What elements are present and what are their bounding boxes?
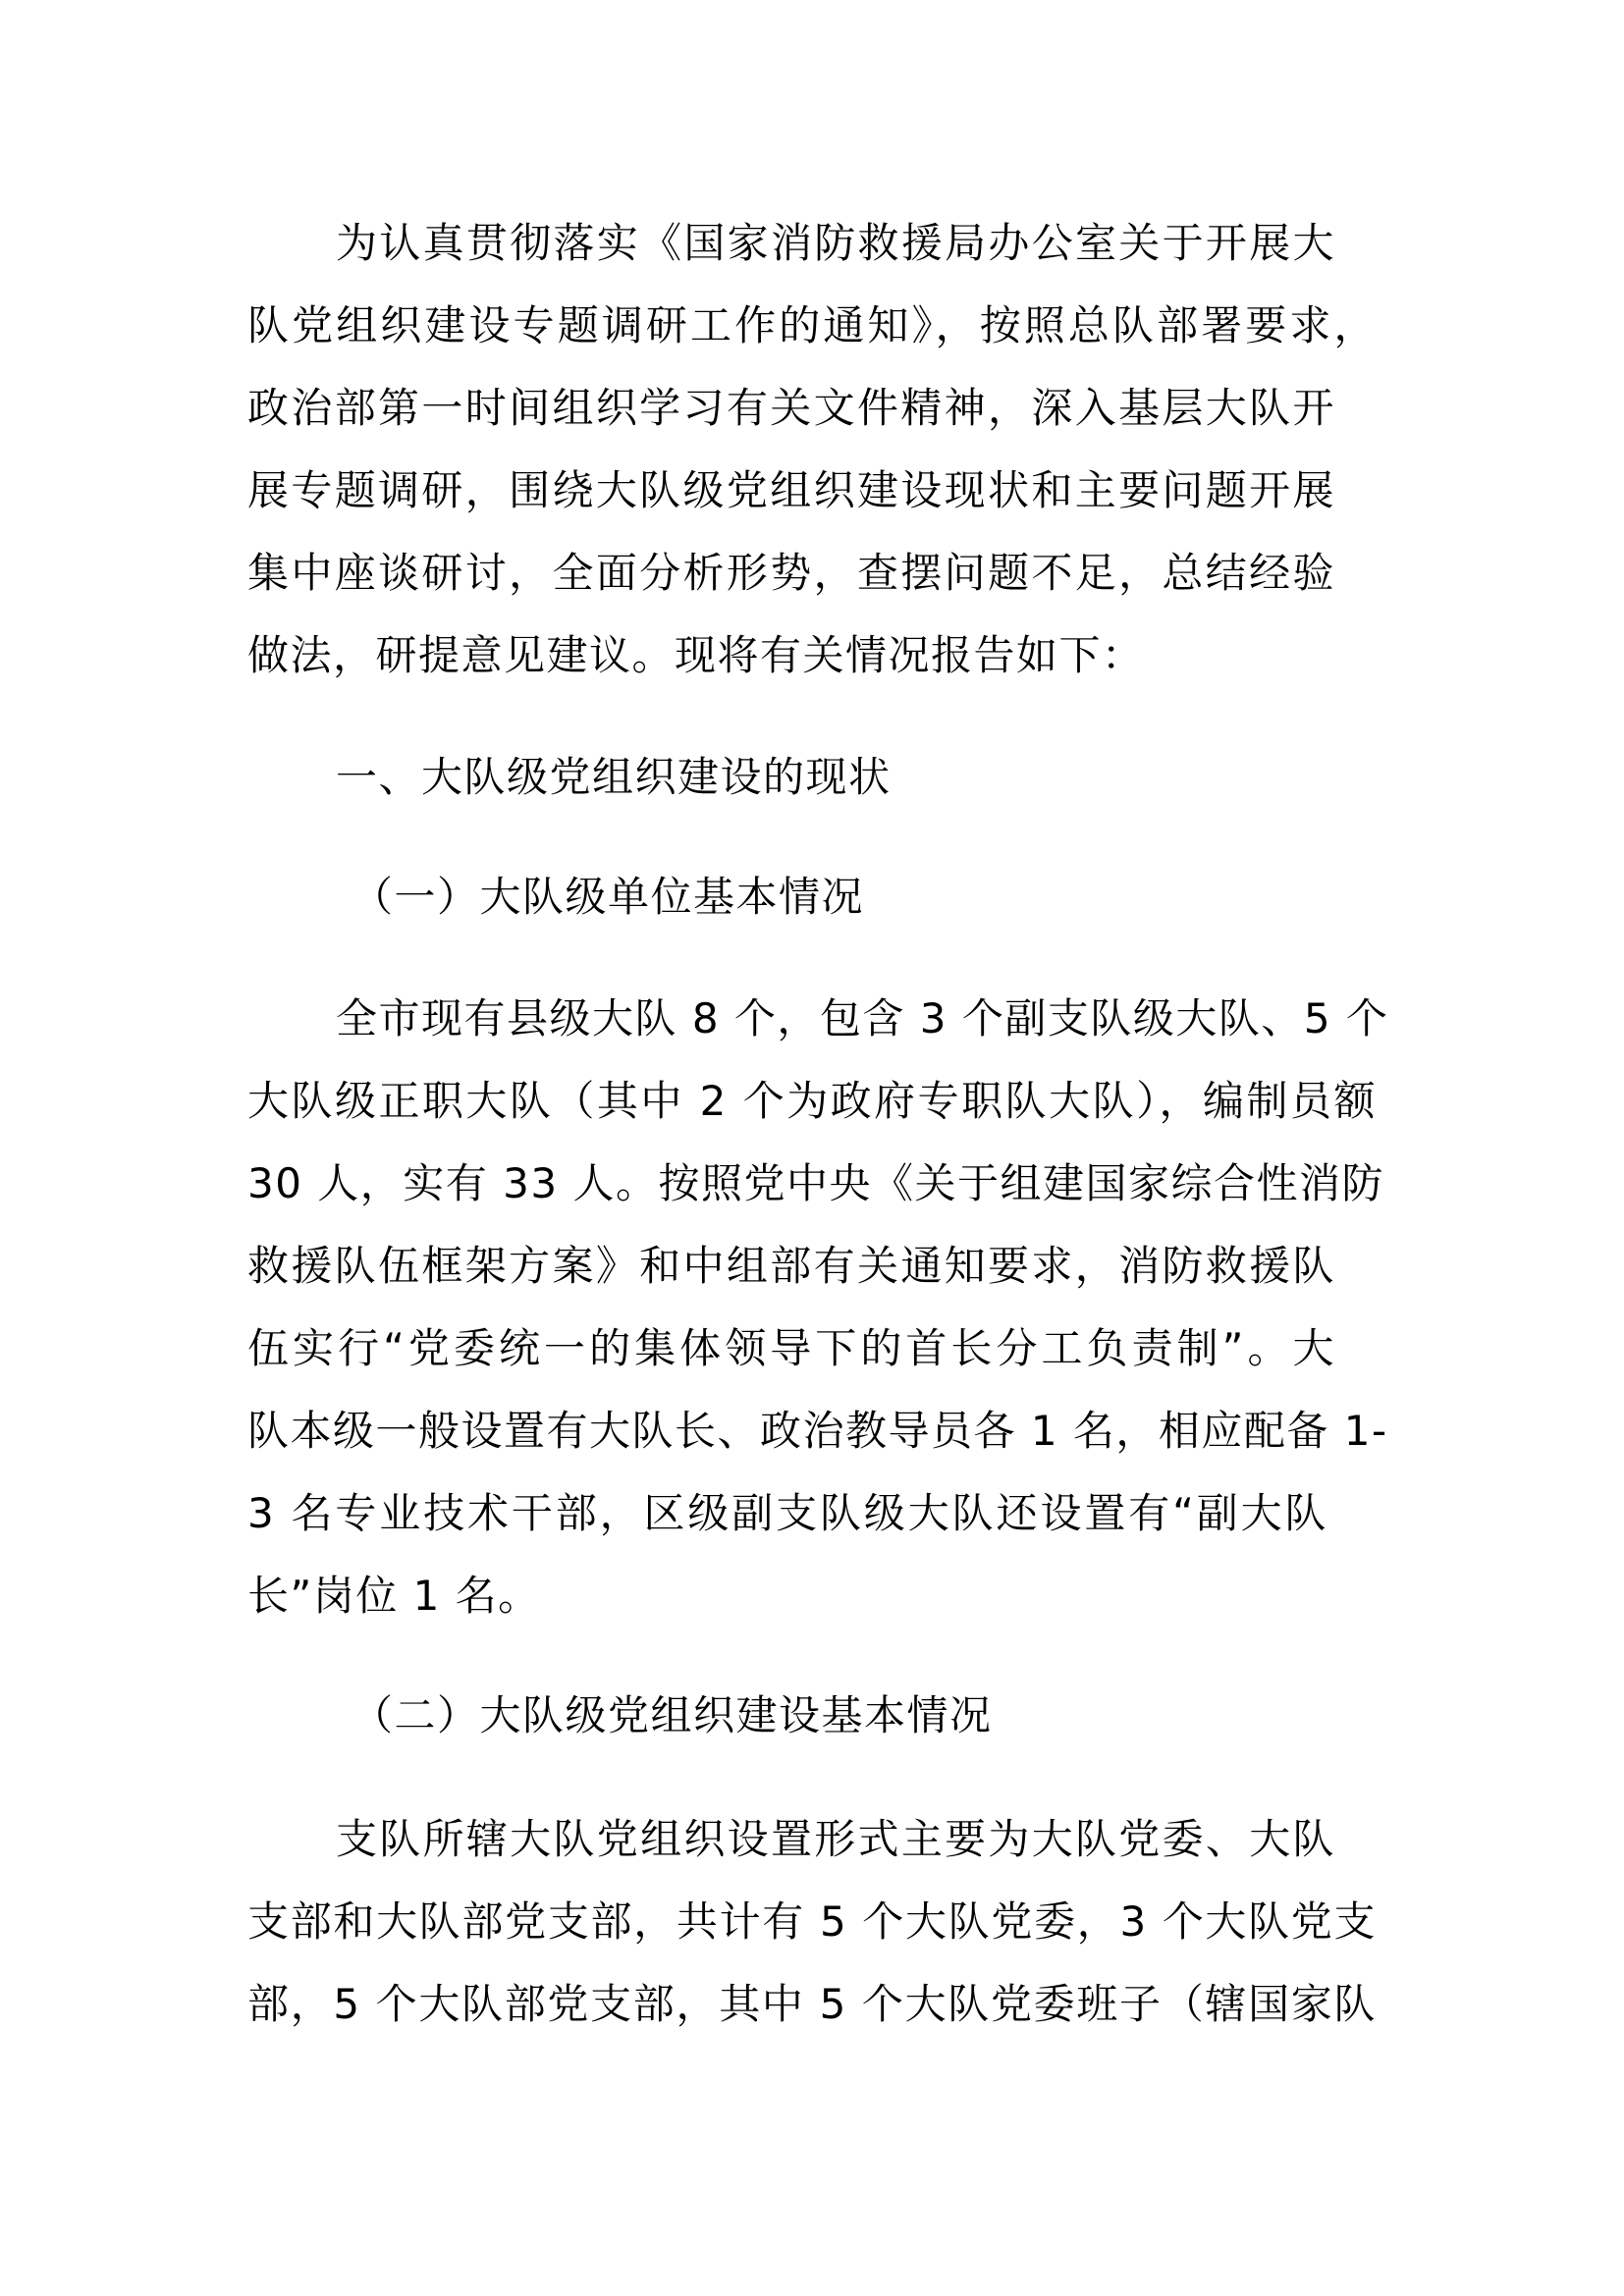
body-paragraph-line: 全市现有县级大队 8 个，包含 3 个副支队级大队、5 个 <box>336 994 1389 1042</box>
body-paragraph-line: 支队所辖大队党组织设置形式主要为大队党委、大队 <box>336 1815 1335 1863</box>
body-paragraph-line: 部，5 个大队部党支部，其中 5 个大队党委班子（辖国家队 <box>247 1980 1377 2028</box>
intro-paragraph-line: 做法，研提意见建议。现将有关情况报告如下： <box>247 631 1145 679</box>
body-paragraph-line: 3 名专业技术干部，区级副支队级大队还设置有“副大队 <box>247 1489 1327 1537</box>
body-paragraph-line: 长”岗位 1 名。 <box>247 1572 541 1620</box>
intro-paragraph-line: 政治部第一时间组织学习有关文件精神，深入基层大队开 <box>247 384 1335 432</box>
body-paragraph-line: 大队级正职大队（其中 2 个为政府专职队大队），编制员额 <box>247 1077 1377 1125</box>
intro-paragraph-line: 集中座谈研讨，全面分析形势，查摆问题不足，总结经验 <box>247 549 1335 597</box>
body-paragraph-line: 队本级一般设置有大队长、政治教导员各 1 名，相应配备 1- <box>247 1407 1388 1455</box>
section-heading: 一、大队级党组织建设的现状 <box>336 753 892 801</box>
intro-paragraph-line: 展专题调研，围绕大队级党组织建设现状和主要问题开展 <box>247 466 1335 514</box>
body-paragraph-line: 支部和大队部党支部，共计有 5 个大队党委，3 个大队党支 <box>247 1897 1377 1946</box>
body-paragraph-line: 伍实行“党委统一的集体领导下的首长分工负责制”。大 <box>247 1324 1335 1372</box>
body-paragraph-line: 救援队伍框架方案》和中组部有关通知要求，消防救援队 <box>247 1242 1335 1290</box>
subsection-heading: （二）大队级党组织建设基本情况 <box>352 1691 993 1739</box>
body-paragraph-line: 30 人，实有 33 人。按照党中央《关于组建国家综合性消防 <box>247 1159 1384 1207</box>
intro-paragraph-line: 为认真贯彻落实《国家消防救援局办公室关于开展大 <box>336 219 1335 267</box>
subsection-heading: （一）大队级单位基本情况 <box>352 873 865 921</box>
intro-paragraph-line: 队党组织建设专题调研工作的通知》，按照总队部署要求， <box>247 301 1377 349</box>
